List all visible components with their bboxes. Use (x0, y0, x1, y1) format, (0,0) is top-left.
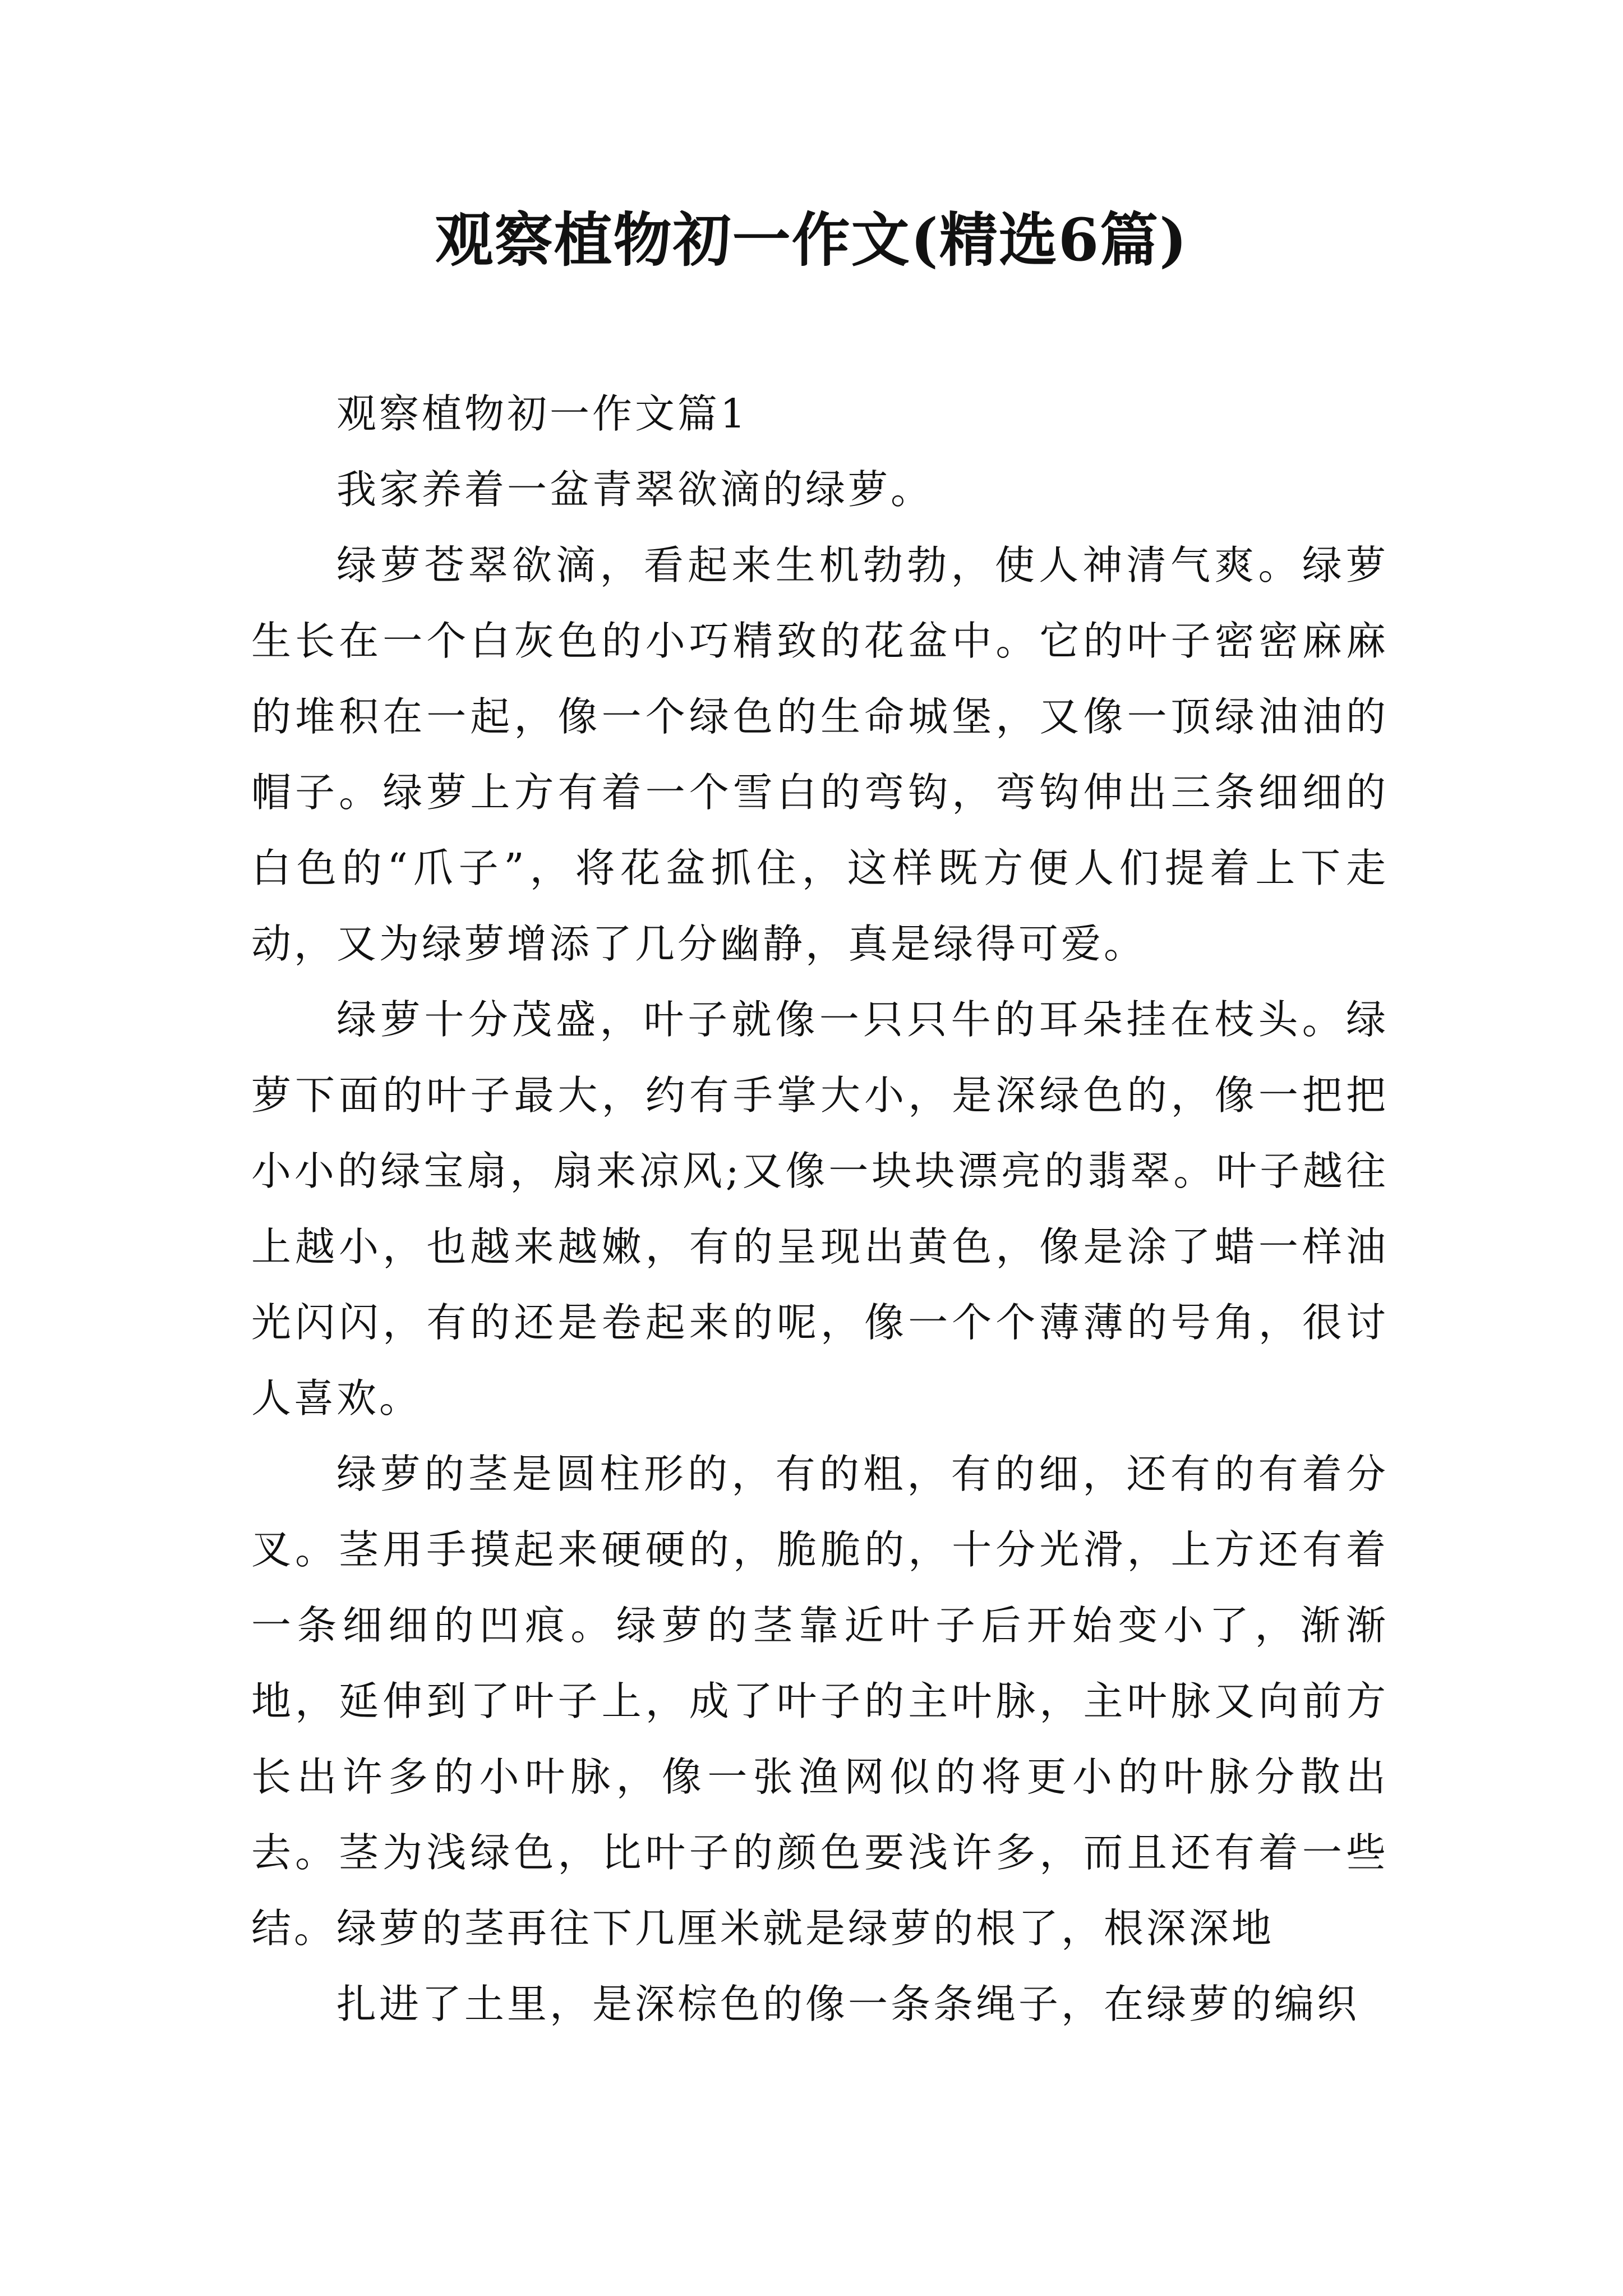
document-body (251, 376, 1389, 2042)
paragraph: 我家养着一盆青翠欲滴的绿萝。 (336, 466, 934, 513)
paragraph: 绿萝苍翠欲滴，看起来生机勃勃，使人神清气爽。绿萝生长在一个白灰色的小巧精致的花盆中。它的叶子密密麻麻的堆积在一起，像一个绿色的生命城堡，又像一顶绿油油的帽子。绿萝上方有着一个雪白的弯钩，弯钩伸出三条细细的白色的“爪子”，将花盆抓住，这样既方便人们提着上下走动，又为绿萝增添了几分幽静，真是绿得可爱。 (251, 542, 1389, 967)
paragraph: 绿萝的茎是圆柱形的，有的粗，有的细，还有的有着分叉。茎用手摸起来硬硬的，脆脆的，十分光滑，上方还有着一条细细的凹痕。绿萝的茎靠近叶子后开始变小了，渐渐地，延伸到了叶子上，成了叶子的主叶脉，主叶脉又向前方长出许多的小叶脉，像一张渔网似的将更小的叶脉分散出去。茎为浅绿色，比叶子的颜色要浅许多，而且还有着一些结。绿萝的茎再往下几厘米就是绿萝的根了，根深深地 (251, 1451, 1389, 1952)
section-heading: 观察植物初一作文篇1 (336, 390, 749, 437)
document-title: 观察植物初一作文(精选6篇) (435, 205, 1188, 274)
paragraph: 扎进了土里，是深棕色的像一条条绳子，在绿萝的编织 (336, 1981, 1360, 2027)
paragraph: 绿萝十分茂盛，叶子就像一只只牛的耳朵挂在枝头。绿萝下面的叶子最大，约有手掌大小，是深绿色的，像一把把小小的绿宝扇，扇来凉风;又像一块块漂亮的翡翠。叶子越往上越小，也越来越嫩，有的呈现出黄色，像是涂了蜡一样油光闪闪，有的还是卷起来的呢，像一个个薄薄的号角，很讨人喜欢。 (251, 996, 1389, 1421)
